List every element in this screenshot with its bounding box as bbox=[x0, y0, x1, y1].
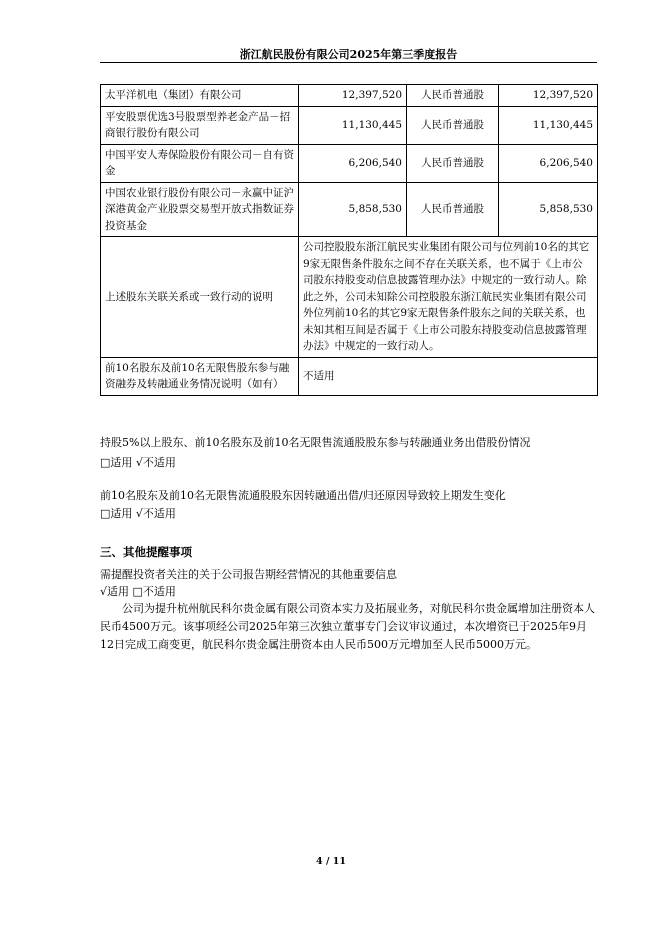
share-type-cell: 人民币普通股 bbox=[407, 144, 499, 182]
table-row bbox=[101, 85, 598, 107]
share-amount-cell: 11,130,445 bbox=[499, 106, 598, 144]
holder-name-cell: 太平洋机电（集团）有限公司 bbox=[101, 85, 299, 107]
page-header-title: 浙江航民股份有限公司2025年第三季度报告 bbox=[239, 48, 458, 61]
share-count-cell: 11,130,445 bbox=[299, 106, 407, 144]
margin-row bbox=[101, 357, 598, 395]
margin-text: 不适用 bbox=[299, 357, 598, 395]
holder-name-cell: 平安股票优选3号股票型养老金产品－招商银行股份有限公司 bbox=[101, 106, 299, 144]
section-option: √适用 □不适用 bbox=[100, 585, 176, 598]
section-intro: 需提醒投资者关注的关于公司报告期经营情况的其他重要信息 bbox=[100, 568, 397, 581]
change-title: 前10名股东及前10名无限售流通股股东因转融通出借/归还原因导致较上期发生变化 bbox=[100, 489, 506, 502]
margin-label: 前10名股东及前10名无限售股东参与融资融券及转融通业务情况说明（如有） bbox=[101, 357, 299, 395]
lending-option: □适用 √不适用 bbox=[100, 456, 176, 469]
relation-text: 公司控股股东浙江航民实业集团有限公司与位列前10名的其它9家无限售条件股东之间不存在关联关系，也不属于《上市公司股东持股变动信息披露管理办法》中规定的一致行动人。除此之外，公司未知除公司控股股东浙江航民实业集团有限公司外位列前10名的其它9家无限售条件股东之间的关联关系，也未知其相互间是否属于《上市公司股东持股变动信息披露管理办法》中规定的一致行动人。 bbox=[299, 237, 598, 358]
shareholders-table bbox=[100, 84, 598, 396]
section-title: 三、其他提醒事项 bbox=[100, 545, 192, 559]
table-row bbox=[101, 182, 598, 237]
share-amount-cell: 5,858,530 bbox=[499, 182, 598, 237]
header-rule bbox=[100, 62, 597, 63]
share-amount-cell: 6,206,540 bbox=[499, 144, 598, 182]
share-type-cell: 人民币普通股 bbox=[407, 106, 499, 144]
share-count-cell: 5,858,530 bbox=[299, 182, 407, 237]
page-number: 4 / 11 bbox=[316, 856, 346, 867]
section-body: 公司为提升杭州航民科尔贵金属有限公司资本实力及拓展业务，对航民科尔贵金属增加注册资本人民币4500万元。该事项经公司2025年第三次独立董事专门会议审议通过，本次增资已于2025年9月12日完成工商变更，航民科尔贵金属注册资本由人民币500万元增加至人民币5000万元。 bbox=[100, 602, 595, 651]
shareholders-table-body bbox=[101, 85, 598, 237]
share-amount-cell: 12,397,520 bbox=[499, 85, 598, 107]
holder-name-cell: 中国平安人寿保险股份有限公司－自有资金 bbox=[101, 144, 299, 182]
table-row bbox=[101, 144, 598, 182]
change-option: □适用 √不适用 bbox=[100, 507, 176, 520]
relation-label: 上述股东关联关系或一致行动的说明 bbox=[101, 237, 299, 358]
table-row bbox=[101, 106, 598, 144]
share-type-cell: 人民币普通股 bbox=[407, 85, 499, 107]
share-count-cell: 12,397,520 bbox=[299, 85, 407, 107]
lending-title: 持股5%以上股东、前10名股东及前10名无限售流通股股东参与转融通业务出借股份情况 bbox=[100, 436, 531, 449]
relation-row bbox=[101, 237, 598, 358]
holder-name-cell: 中国农业银行股份有限公司－永赢中证沪深港黄金产业股票交易型开放式指数证券投资基金 bbox=[101, 182, 299, 237]
share-count-cell: 6,206,540 bbox=[299, 144, 407, 182]
share-type-cell: 人民币普通股 bbox=[407, 182, 499, 237]
